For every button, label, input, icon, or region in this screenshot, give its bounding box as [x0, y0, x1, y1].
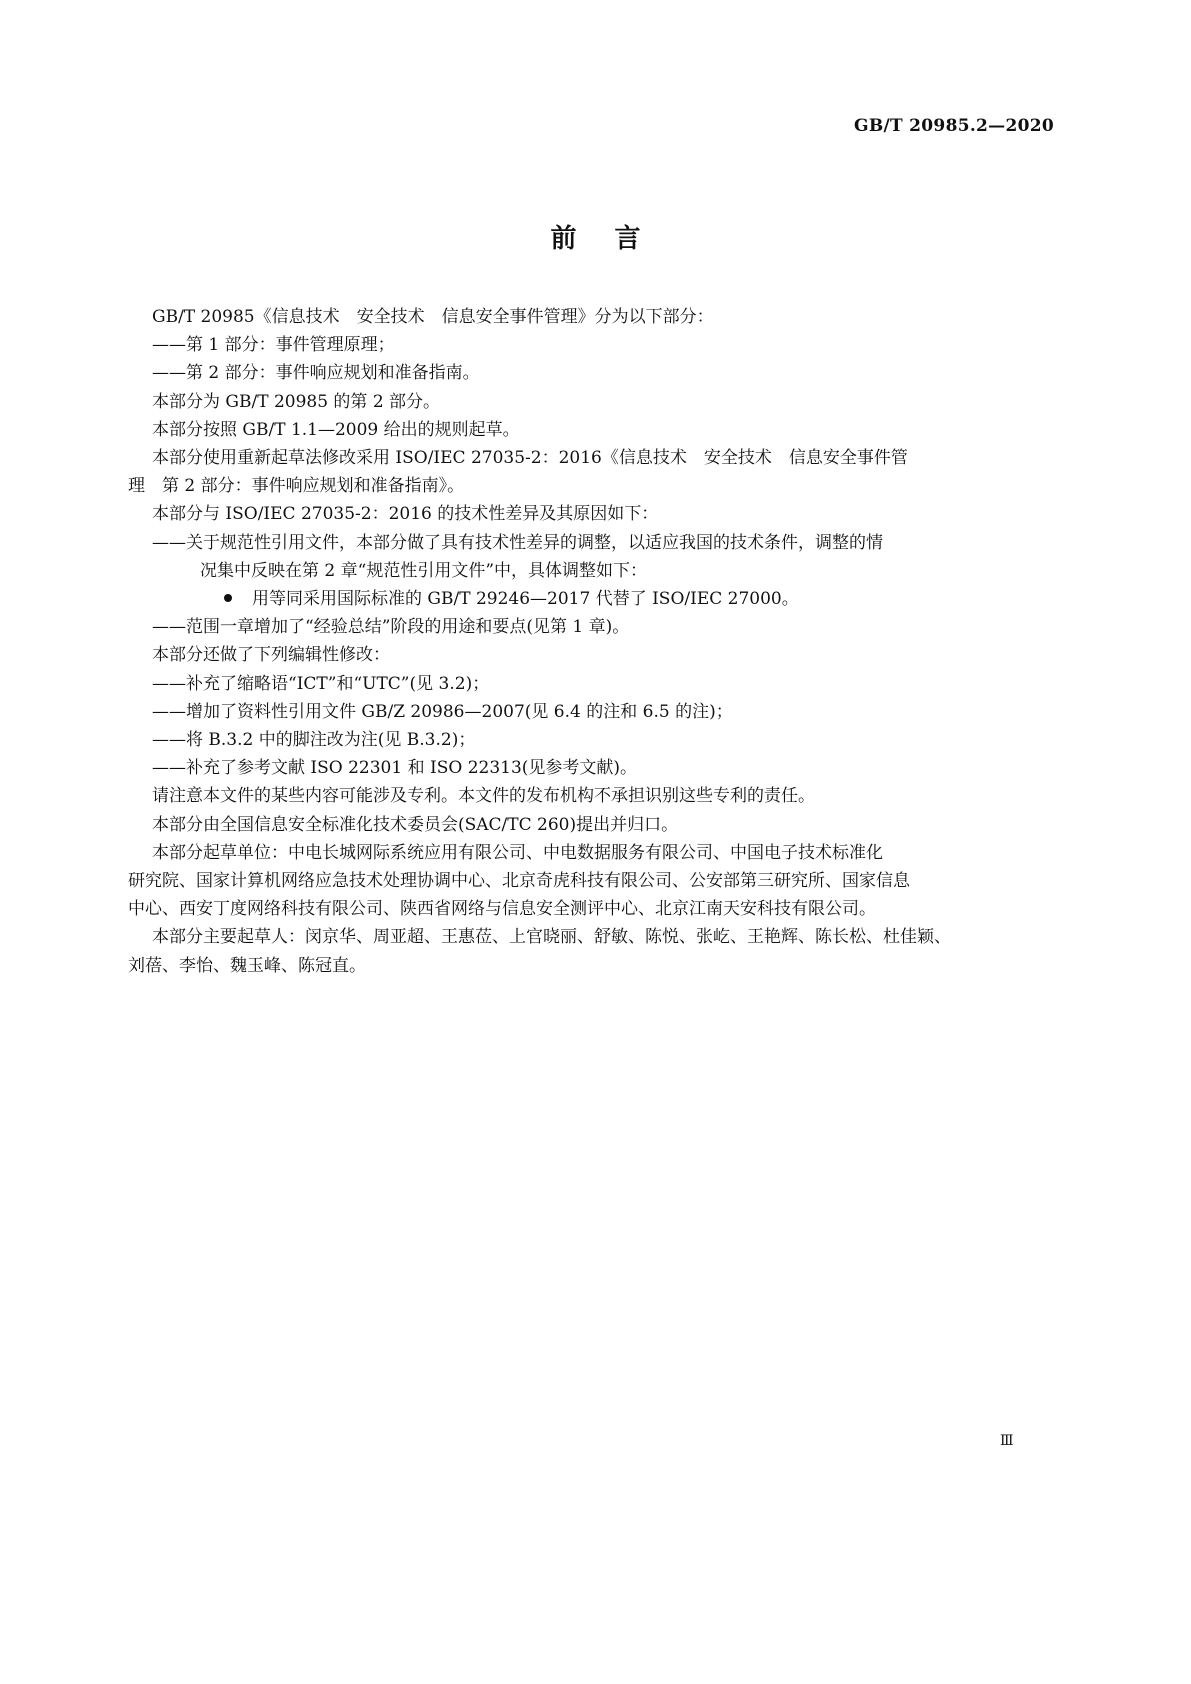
paragraph-adoption-line-1: 本部分使用重新起草法修改采用 ISO/IEC 27035-2：2016《信息技术 安全技术 信息安全事件管 [152, 448, 908, 469]
paragraph-parts-intro: GB/T 20985《信息技术 安全技术 信息安全事件管理》分为以下部分： [152, 307, 714, 327]
list-item-informative-ref: ——增加了资料性引用文件 GB/Z 20986—2007(见 6.4 的注和 6.5 的注)； [152, 701, 733, 722]
paragraph-proposer: 本部分由全国信息安全标准化技术委员会(SAC/TC 260)提出并归口。 [152, 814, 679, 835]
paragraph-drafters-line-1: 本部分主要起草人：闵京华、周亚超、王惠莅、上官晓丽、舒敏、陈悦、张屹、王艳辉、陈长松、杜佳颖、 [152, 927, 951, 948]
paragraph-drafting-rules: 本部分按照 GB/T 1.1—2009 给出的规则起草。 [152, 419, 520, 440]
list-item-part-1: ——第 1 部分：事件管理原理； [152, 335, 395, 356]
foreword-body [128, 303, 1052, 980]
list-item-abbreviations: ——补充了缩略语“ICT”和“UTC”(见 3.2)； [152, 673, 490, 694]
page-title: 前言 [550, 224, 679, 254]
paragraph-editorial-changes: 本部分还做了下列编辑性修改： [152, 645, 390, 666]
paragraph-technical-differences: 本部分与 ISO/IEC 27035-2：2016 的技术性差异及其原因如下： [152, 504, 659, 525]
list-item-footnote: ——将 B.3.2 中的脚注改为注(见 B.3.2)； [152, 730, 476, 751]
paragraph-adoption-line-2: 理 第 2 部分：事件响应规划和准备指南》。 [128, 476, 465, 497]
list-item-bibliography: ——补充了参考文献 ISO 22301 和 ISO 22313(见参考文献)。 [152, 758, 638, 779]
bullet-item-text: 用等同采用国际标准的 GB/T 29246—2017 代替了 ISO/IEC 27000。 [252, 589, 799, 610]
page-number: Ⅲ [1000, 1433, 1014, 1449]
bullet-icon [224, 594, 232, 602]
list-item-part-2: ——第 2 部分：事件响应规划和准备指南。 [152, 363, 480, 384]
paragraph-drafting-units-line-2: 研究院、国家计算机网络应急技术处理协调中心、北京奇虎科技有限公司、公安部第三研究所、国家信息 [128, 871, 910, 892]
paragraph-drafting-units-line-1: 本部分起草单位：中电长城网际系统应用有限公司、中电数据服务有限公司、中国电子技术标准化 [152, 842, 883, 863]
bullet-item-gbt29246 [152, 585, 1052, 613]
list-item-scope-change: ——范围一章增加了“经验总结”阶段的用途和要点(见第 1 章)。 [152, 617, 630, 638]
list-item-normative-refs-line-2: 况集中反映在第 2 章“规范性引用文件”中，具体调整如下： [200, 560, 648, 581]
paragraph-patent-notice: 请注意本文件的某些内容可能涉及专利。本文件的发布机构不承担识别这些专利的责任。 [152, 786, 815, 807]
list-item-normative-refs-line-1: ——关于规范性引用文件，本部分做了具有技术性差异的调整，以适应我国的技术条件，调整的情 [152, 532, 883, 553]
standard-number: GB/T 20985.2—2020 [854, 116, 1054, 136]
paragraph-drafters-line-2: 刘蓓、李怡、魏玉峰、陈冠直。 [128, 955, 366, 976]
paragraph-drafting-units-line-3: 中心、西安丁度网络科技有限公司、陕西省网络与信息安全测评中心、北京江南天安科技有限公司。 [128, 899, 876, 920]
paragraph-this-part: 本部分为 GB/T 20985 的第 2 部分。 [152, 391, 441, 412]
